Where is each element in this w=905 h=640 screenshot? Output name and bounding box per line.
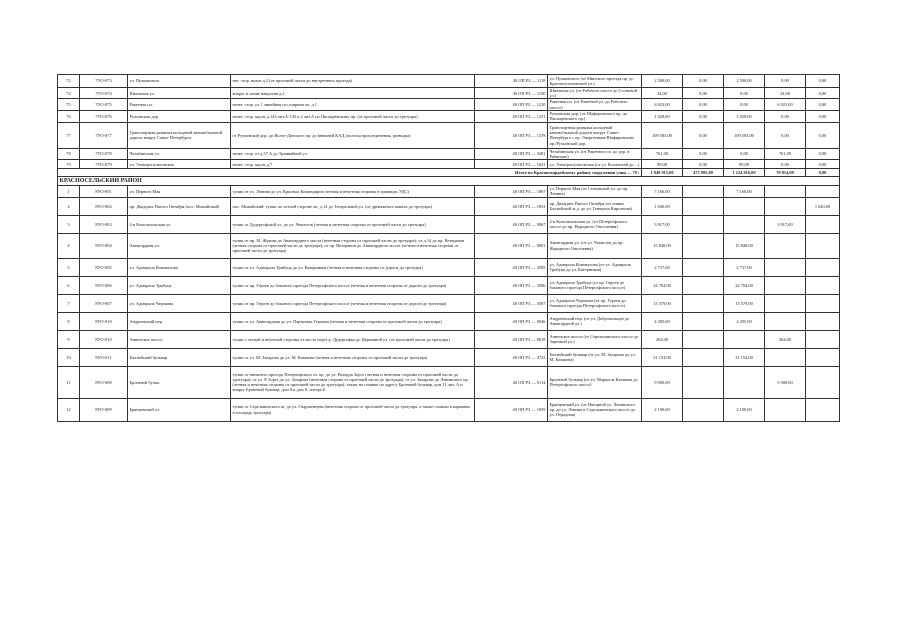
value-v1: 6 923,00 bbox=[642, 99, 683, 110]
road-location: Брянцевский ул. (от Нагорной ул. Ленинского пр. до ул. Ленина и Стрельнинского шоссе до ул. Отрадная) bbox=[548, 398, 642, 421]
road-location: ул. Первого Мая (от Гатчинской ул. до пр. Ленина) bbox=[548, 186, 642, 197]
data-table bbox=[57, 74, 840, 422]
row-number: 74 bbox=[58, 88, 80, 99]
object-code: 8УО-003 bbox=[80, 215, 128, 233]
table-row bbox=[58, 110, 840, 122]
road-location: Школьная ул. (от Рабочего шоссе до Сосновой ул.) bbox=[548, 88, 642, 99]
value-v4 bbox=[765, 276, 806, 294]
value-v4 bbox=[765, 186, 806, 197]
row-number: 79 bbox=[58, 160, 80, 169]
value-v4: 6 923,00 bbox=[765, 99, 806, 110]
street-name: Авангардная ул. bbox=[128, 233, 231, 258]
value-v4 bbox=[765, 258, 806, 276]
total-label: Итого по Красногвардейскому району сооружения улиц — 79 : bbox=[58, 169, 642, 177]
value-v3 bbox=[724, 366, 765, 398]
object-code: 7УО-075 bbox=[80, 99, 128, 110]
value-v5 bbox=[806, 398, 840, 421]
value-v3 bbox=[724, 215, 765, 233]
area-description: нечет. стор. от д.57 А до Трамвайной ул. bbox=[231, 148, 475, 159]
row-number: 9 bbox=[58, 330, 80, 348]
area-description: тупик от Стрельнинского ш. до ул. Окруженцева (нечетная сторона от проезжей части до тротуара, а также стоянка в карманах и площадь тротуара) bbox=[231, 398, 475, 421]
value-v4: 264,00 bbox=[765, 330, 806, 348]
value-v5 bbox=[806, 258, 840, 276]
road-id: 40 ОП РЗ — 0018 bbox=[475, 330, 548, 348]
road-id: 40 ОП РЗ — 3587 bbox=[475, 294, 548, 312]
value-v2: 0,00 bbox=[683, 99, 724, 110]
table-row bbox=[58, 330, 840, 348]
street-name: Школьная ул. bbox=[128, 88, 231, 99]
road-id: 40 ОП РЗ — 0114 bbox=[475, 366, 548, 398]
object-code: 8УО-010 bbox=[80, 312, 128, 330]
object-code: 8УО-005 bbox=[80, 258, 128, 276]
object-code: 7УО-077 bbox=[80, 122, 128, 148]
total-v4: 70 814,00 bbox=[765, 169, 806, 177]
value-v2 bbox=[683, 258, 724, 276]
value-v3: 0,00 bbox=[724, 88, 765, 99]
row-number: 12 bbox=[58, 398, 80, 421]
value-v4 bbox=[765, 233, 806, 258]
value-v2: 0,00 bbox=[683, 110, 724, 122]
table-row bbox=[58, 258, 840, 276]
road-id: 40 ОП РЗ — 1621 bbox=[475, 160, 548, 169]
value-v2 bbox=[683, 348, 724, 366]
row-number: 8 bbox=[58, 312, 80, 330]
object-code: 7УО-074 bbox=[80, 88, 128, 99]
value-v1: 3 917,00 bbox=[642, 215, 683, 233]
spreadsheet-page bbox=[57, 74, 839, 422]
road-id: 40 ОП РЗ — 1867 bbox=[475, 186, 548, 197]
road-id: 40 ОП РЗ — 3281 bbox=[475, 148, 548, 159]
value-v5 bbox=[806, 312, 840, 330]
row-number: 2 bbox=[58, 197, 80, 215]
area-description: вокруг в скиве напротив д.1 bbox=[231, 88, 475, 99]
value-v5: 0,00 bbox=[806, 122, 840, 148]
area-description: нечет. стор. ул.1 линейная гос.ширина ок. д.1 bbox=[231, 99, 475, 110]
value-v1: 264,00 bbox=[642, 330, 683, 348]
road-id: 40 ОП РЗ — 1150 bbox=[475, 88, 548, 99]
value-v5 bbox=[806, 330, 840, 348]
value-v4: 0,00 bbox=[765, 122, 806, 148]
row-number: 4 bbox=[58, 233, 80, 258]
value-v5: 0,00 bbox=[806, 88, 840, 99]
value-v3: 109 583,00 bbox=[724, 122, 765, 148]
table-row bbox=[58, 148, 840, 159]
street-name: ул. Пулковского bbox=[128, 75, 231, 88]
street-name: 2-я Комсомольская ул. bbox=[128, 215, 231, 233]
road-location: Авангардная ул. (от ул. Чекистов до пр. Народного Ополчения) bbox=[548, 233, 642, 258]
area-description: тупик от ул. М. Захарова до ул. М. Казакова (четная и нечетная стороны от проезжей части до тротуара) bbox=[231, 348, 475, 366]
road-id: 40 ОП РЗ — 1859 bbox=[475, 398, 548, 421]
street-name: пр. Двадцать Пятого Октября (пос. Можайский) bbox=[128, 197, 231, 215]
road-location: ул. Электропультовская (от ул. Коллонтай до ...) bbox=[548, 160, 642, 169]
street-name: Андреевский пер. bbox=[128, 312, 231, 330]
area-description: тупик от Дудергофской ул. до ул. Чекистов (четная и нечетная стороны от проезжей части до тротуара) bbox=[231, 215, 475, 233]
road-id: 40 ОП РЗ — 1210 bbox=[475, 99, 548, 110]
row-number: 3 bbox=[58, 215, 80, 233]
object-code: 8УО-007 bbox=[80, 294, 128, 312]
value-v1: 109 583,00 bbox=[642, 122, 683, 148]
object-code: 8УО-009 bbox=[80, 398, 128, 421]
street-name: Анненское шоссе bbox=[128, 330, 231, 348]
value-v3 bbox=[724, 330, 765, 348]
table-row bbox=[58, 276, 840, 294]
street-name: Ручьевская дор. bbox=[128, 110, 231, 122]
value-v2 bbox=[683, 398, 724, 421]
value-v1: 1 028,00 bbox=[642, 110, 683, 122]
value-v2 bbox=[683, 312, 724, 330]
road-location: Ручьевская дор. (от Шафировского пр. до Пискарёвского пр.) bbox=[548, 110, 642, 122]
value-v1: 34,00 bbox=[642, 88, 683, 99]
road-id: 40 ОП РЗ — 3585 bbox=[475, 258, 548, 276]
value-v4 bbox=[765, 294, 806, 312]
value-v5: 0,00 bbox=[806, 75, 840, 88]
object-code: 8УО-010 bbox=[80, 330, 128, 348]
road-id: 40 ОП РЗ — 1378 bbox=[475, 122, 548, 148]
value-v2: 0,00 bbox=[683, 88, 724, 99]
road-location: Ракетная пл. (от Ракетной ул. до Рабочего шоссе) bbox=[548, 99, 642, 110]
value-v1: 2 737,00 bbox=[642, 258, 683, 276]
table-row bbox=[58, 186, 840, 197]
value-v2 bbox=[683, 366, 724, 398]
value-v2 bbox=[683, 276, 724, 294]
road-location: ул. Пулковского (от Минского проезда пр. до Краснопутиловской ул.) bbox=[548, 75, 642, 88]
total-v5: 0,00 bbox=[806, 169, 840, 177]
row-number: 10 bbox=[58, 348, 80, 366]
value-v3: 4 295,00 bbox=[724, 312, 765, 330]
value-v4: 0,00 bbox=[765, 110, 806, 122]
value-v2 bbox=[683, 233, 724, 258]
table-row bbox=[58, 122, 840, 148]
road-id: 40 ОП РЗ — 1853 bbox=[475, 197, 548, 215]
object-code: 7УО-073 bbox=[80, 75, 128, 88]
value-v1: 2 100,00 bbox=[642, 398, 683, 421]
value-v4: 34,00 bbox=[765, 88, 806, 99]
value-v5: 0,00 bbox=[806, 99, 840, 110]
value-v1: 31 154,00 bbox=[642, 348, 683, 366]
value-v3: 24 704,00 bbox=[724, 276, 765, 294]
value-v2: 0,00 bbox=[683, 148, 724, 159]
value-v5: 1 040,00 bbox=[806, 197, 840, 215]
value-v2: 0,00 bbox=[683, 160, 724, 169]
object-code: 8УО-006 bbox=[80, 276, 128, 294]
value-v3 bbox=[724, 197, 765, 215]
area-description: тупик от внешнего проезда Петергофского ш. пр. до ул. Рихарда Зорге (четная и нечетная стороны от проезжей части до тротуара); от ул. Р. Зорге до ул. Захарова (нечетная сторона от проезжей части до тротуара); от ул. Захарова до Ленинского пр. (четная и нечетная стороны от проезжей части до тротуара); также на стоянке по адресу Броневой бульвар, дом 11 лит. А и вокруг Броневой бульвар, дом 8 и дом 6, литера Б bbox=[231, 366, 475, 398]
value-v4: 9 500,00 bbox=[765, 366, 806, 398]
value-v2 bbox=[683, 294, 724, 312]
value-v2 bbox=[683, 330, 724, 348]
object-code: 7УО-076 bbox=[80, 110, 128, 122]
area-description: нечет. стор. вдоль д.7 bbox=[231, 160, 475, 169]
value-v3: 1 028,00 bbox=[724, 110, 765, 122]
section-header-row bbox=[58, 177, 840, 186]
row-number: 76 bbox=[58, 110, 80, 122]
value-v4: 3 917,00 bbox=[765, 215, 806, 233]
area-description: тупик с четной и нечетной стороны от моста через р. Дудергофка до Церковной ул. (от проезжей части до тротуара) bbox=[231, 330, 475, 348]
value-v3: 2 737,00 bbox=[724, 258, 765, 276]
value-v2 bbox=[683, 186, 724, 197]
street-name: ул. Адмирала Коновалова bbox=[128, 258, 231, 276]
value-v1: 13 579,00 bbox=[642, 294, 683, 312]
value-v5: 0,00 bbox=[806, 110, 840, 122]
value-v1: 7 166,00 bbox=[642, 186, 683, 197]
road-location: Андреевский пер. (от ул. Добровольцев до Авангардной ул.) bbox=[548, 312, 642, 330]
section-title: КРАСНОСЕЛЬСКИЙ РАЙОН bbox=[58, 177, 840, 186]
object-code: 8УО-004 bbox=[80, 233, 128, 258]
table-row bbox=[58, 197, 840, 215]
value-v5 bbox=[806, 186, 840, 197]
table-row bbox=[58, 348, 840, 366]
value-v5 bbox=[806, 233, 840, 258]
area-description: нечет. стор. вдоль д.143 лит.А-143 к.2 лит.А по Пискарёвскому пр. (от проезжей части до тротуара) bbox=[231, 110, 475, 122]
road-id: 40 ОП РЗ — 1118 bbox=[475, 75, 548, 88]
road-id: 40 ОП РЗ — 0967 bbox=[475, 215, 548, 233]
road-id: 40 ОП РЗ — 0001 bbox=[475, 233, 548, 258]
street-name: Транспортная развязка кольцевой автомобильной дороги вокруг Санкт-Петербурга bbox=[128, 122, 231, 148]
object-code: 8УО-008 bbox=[80, 366, 128, 398]
value-v1: 99,00 bbox=[642, 160, 683, 169]
road-location: 2-я Комсомольская ул. (от Петергофского шоссе до пр. Народного Ополчения) bbox=[548, 215, 642, 233]
row-number: 77 bbox=[58, 122, 80, 148]
row-number: 78 bbox=[58, 148, 80, 159]
road-id: 40 ОП РЗ — 1251 bbox=[475, 110, 548, 122]
road-location: Броневой бульвар (от ул. Маршала Казакова до Петергофского шоссе) bbox=[548, 366, 642, 398]
value-v3: 2 500,00 bbox=[724, 75, 765, 88]
total-v1: 1 849 915,00 bbox=[642, 169, 683, 177]
value-v1: 4 295,00 bbox=[642, 312, 683, 330]
value-v5: 0,00 bbox=[806, 148, 840, 159]
area-description: пос. Можайский: тупик по четной стороне ок. д.14 до Театральной ул. (от дренажного канала до тротуара) bbox=[231, 197, 475, 215]
value-v1: 24 704,00 bbox=[642, 276, 683, 294]
road-id: 40 ОП РЗ — 3586 bbox=[475, 276, 548, 294]
row-number: 1 bbox=[58, 186, 80, 197]
road-location: Челябинская ул. (от Ракетного ш. до дор. в Рябиново) bbox=[548, 148, 642, 159]
value-v3: 15 848,00 bbox=[724, 233, 765, 258]
road-id: 40 ОП РЗ — 0046 bbox=[475, 312, 548, 330]
table-row bbox=[58, 294, 840, 312]
area-description: тупик от пр. Героев до бокового проезда Петергофского шоссе (четная и нечетная стороны от дороги до тротуара) bbox=[231, 276, 475, 294]
value-v5 bbox=[806, 276, 840, 294]
table-row bbox=[58, 215, 840, 233]
value-v3: 0,00 bbox=[724, 99, 765, 110]
value-v5 bbox=[806, 348, 840, 366]
row-number: 72 bbox=[58, 75, 80, 88]
table-row bbox=[58, 88, 840, 99]
object-code: 7УО-078 bbox=[80, 148, 128, 159]
value-v2 bbox=[683, 215, 724, 233]
object-code: 8УО-011 bbox=[80, 348, 128, 366]
table-row bbox=[58, 75, 840, 88]
area-description: тупик от ул. Ленина до ул. Красных Командиров (четная и нечетная стороны в границах УДС) bbox=[231, 186, 475, 197]
value-v4: 761,00 bbox=[765, 148, 806, 159]
street-name: Броневой бульв. bbox=[128, 366, 231, 398]
road-location: ул. Адмирала Черокова (от пр. Героев до бокового проезда Петергофского шоссе) bbox=[548, 294, 642, 312]
value-v3: 7 166,00 bbox=[724, 186, 765, 197]
row-number: 11 bbox=[58, 366, 80, 398]
row-number: 7 bbox=[58, 294, 80, 312]
road-location: Балтийский бульвар (от ул. М. Захарова до ул. М. Казакова) bbox=[548, 348, 642, 366]
street-name: Брянцевский ул. bbox=[128, 398, 231, 421]
street-name: Балтийский бульвар bbox=[128, 348, 231, 366]
value-v4 bbox=[765, 197, 806, 215]
value-v2 bbox=[683, 197, 724, 215]
area-description: тупик от пр. Героев до бокового проезда Петергофского шоссе (четная и нечетная стороны от дороги до тротуара) bbox=[231, 294, 475, 312]
value-v5: 0,00 bbox=[806, 160, 840, 169]
value-v5 bbox=[806, 366, 840, 398]
street-name: Челябинская ул. bbox=[128, 148, 231, 159]
row-number: 5 bbox=[58, 258, 80, 276]
object-code: 8УО-002 bbox=[80, 197, 128, 215]
street-name: ул. Электропультовская bbox=[128, 160, 231, 169]
value-v5 bbox=[806, 215, 840, 233]
road-id: 40 ОП РЗ — 3723 bbox=[475, 348, 548, 366]
table-row bbox=[58, 312, 840, 330]
table-row bbox=[58, 366, 840, 398]
road-location: ул. Адмирала Коновалова (от ул. Адмирала Трибуца до ул. Катерников) bbox=[548, 258, 642, 276]
value-v3: 13 579,00 bbox=[724, 294, 765, 312]
area-description: тупик от ул. Авангардная до ул. Партизана Германа (четная и нечетная стороны от проезжей части до тротуара) bbox=[231, 312, 475, 330]
value-v2: 0,00 bbox=[683, 122, 724, 148]
value-v3: 2 100,00 bbox=[724, 398, 765, 421]
road-location: пр. Двадцать Пятого Октября (от линии Балтийской ж.д. до ул. Генерала Кирсанова) bbox=[548, 197, 642, 215]
value-v4 bbox=[765, 348, 806, 366]
road-location: Транспортная развязка кольцевой автомобильной дороги вокруг Санкт-Петербурга с пр. Энергетиков/Шафировским пр./Ручьевской дор. bbox=[548, 122, 642, 148]
value-v1: 9 500,00 bbox=[642, 366, 683, 398]
value-v4 bbox=[765, 312, 806, 330]
table-row bbox=[58, 233, 840, 258]
row-number: 75 bbox=[58, 99, 80, 110]
street-name: ул. Первого Мая bbox=[128, 186, 231, 197]
value-v4: 0,00 bbox=[765, 160, 806, 169]
value-v3: 99,00 bbox=[724, 160, 765, 169]
value-v3: 0,00 bbox=[724, 148, 765, 159]
value-v4 bbox=[765, 398, 806, 421]
value-v4: 0,00 bbox=[765, 75, 806, 88]
table-row bbox=[58, 160, 840, 169]
value-v5 bbox=[806, 294, 840, 312]
value-v1: 15 848,00 bbox=[642, 233, 683, 258]
area-description: тупик от пр. М. Жукова до Авангардного моста (нечетная сторона от проезжей части до тротуара); от д.14 до пр. Ветеранов (четная сторона от проезжей части до тротуара); от пр. Ветеранов до Авангардного моста (четная и нечетная стороны от проезжей части до тротуара) bbox=[231, 233, 475, 258]
street-name: ул. Адмирала Трибуца bbox=[128, 276, 231, 294]
value-v3: 31 154,00 bbox=[724, 348, 765, 366]
area-description: тупик от ул. Адмирала Трибуца до ул. Катерников (четная и нечетная стороны от дороги до тротуара) bbox=[231, 258, 475, 276]
street-name: Ракетная пл. bbox=[128, 99, 231, 110]
value-v1: 2 500,00 bbox=[642, 75, 683, 88]
area-description: нет. стор. валов д.2 (от проезжей части до внутреннего проезда) bbox=[231, 75, 475, 88]
area-description: от Ручьевской дор. до Волго-Донского пр. до внешней КАД (полосы присоединения, разводка) bbox=[231, 122, 475, 148]
value-v1: 1 040,00 bbox=[642, 197, 683, 215]
object-code: 7УО-079 bbox=[80, 160, 128, 169]
street-name: ул. Адмирала Черокова bbox=[128, 294, 231, 312]
table-row bbox=[58, 398, 840, 421]
total-v2: 475 085,00 bbox=[683, 169, 724, 177]
total-row bbox=[58, 169, 840, 177]
object-code: 8УО-001 bbox=[80, 186, 128, 197]
total-v3: 1 124 016,00 bbox=[724, 169, 765, 177]
road-location: Анненское шоссе (от Стрельнинского шоссе до Заречной ул.) bbox=[548, 330, 642, 348]
value-v1: 761,00 bbox=[642, 148, 683, 159]
table-row bbox=[58, 99, 840, 110]
road-location: ул. Адмирала Трибуца (от пр. Героев до бокового проезда Петергофского шоссе) bbox=[548, 276, 642, 294]
value-v2: 0,00 bbox=[683, 75, 724, 88]
row-number: 6 bbox=[58, 276, 80, 294]
